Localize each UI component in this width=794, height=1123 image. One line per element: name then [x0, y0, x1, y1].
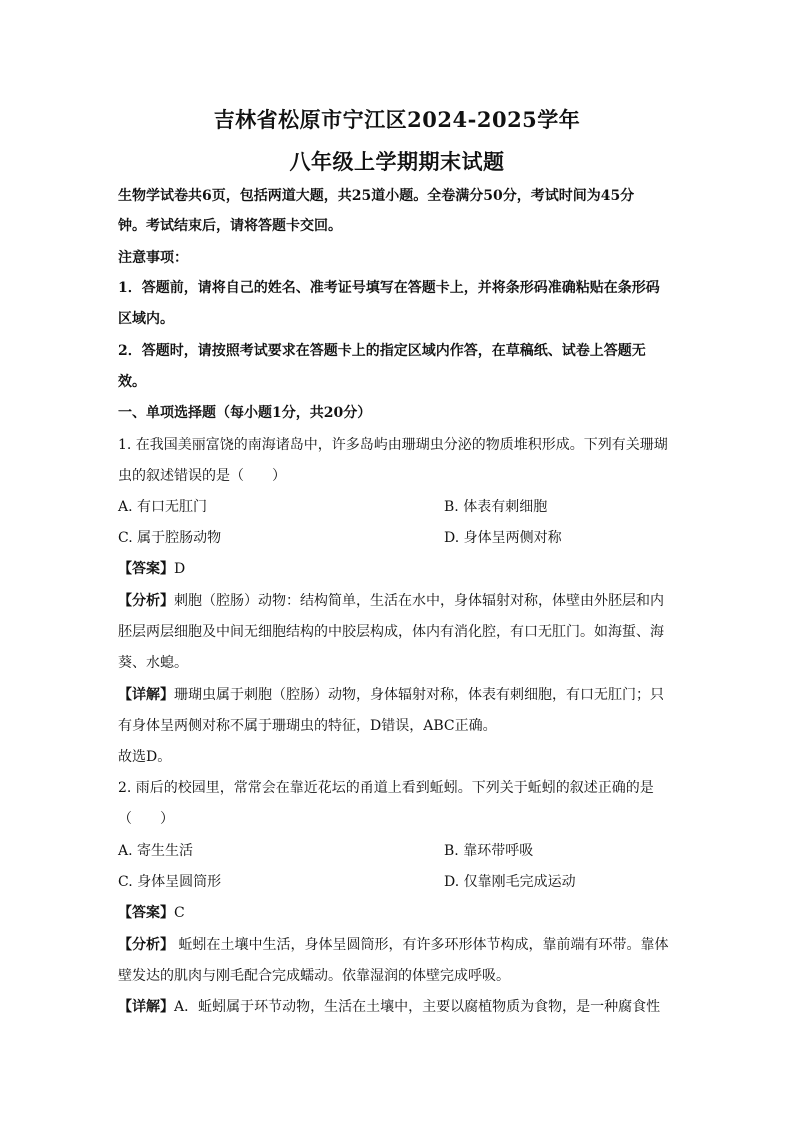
question-1-analysis-line-3: 葵、水螅。	[118, 655, 188, 671]
notice-item-1-line-1: 1．答题前，请将自己的姓名、准考证号填写在答题卡上，并将条形码准确粘贴在条形码	[118, 280, 660, 296]
intro-line-1: 生物学试卷共6页，包括两道大题，共25道小题。全卷满分50分，考试时间为45分	[118, 188, 635, 204]
question-1-stem-line-2: 虫的叙述错误的是（ ）	[118, 468, 286, 484]
answer-value: D	[174, 561, 186, 577]
question-2-option-d: D. 仅靠刚毛完成运动	[444, 874, 576, 890]
question-2-option-b: B. 靠环带呼吸	[444, 843, 534, 859]
question-1-options-row-1	[118, 497, 678, 517]
question-2-detail-line-1	[118, 997, 660, 1017]
notice-item-1-line-2: 区域内。	[118, 311, 174, 327]
notice-item-2-line-2: 效。	[118, 374, 146, 390]
question-2-answer	[118, 903, 185, 923]
page-subtitle: 八年级上学期期末试题	[289, 149, 505, 174]
analysis-tag: 【分析】	[118, 593, 174, 609]
answer-tag: 【答案】	[118, 905, 174, 921]
question-2-analysis-line-1	[118, 935, 668, 955]
detail-text: 珊瑚虫属于刺胞（腔肠）动物，身体辐射对称，体表有刺细胞，有口无肛门；只	[174, 687, 664, 703]
question-1-analysis-line-1	[118, 591, 664, 611]
intro-line-2: 钟。考试结束后，请将答题卡交回。	[118, 218, 342, 234]
question-1-conclusion: 故选D。	[118, 749, 172, 765]
detail-text: A．蚯蚓属于环节动物，生活在土壤中，主要以腐植物质为食物，是一种腐食性	[174, 999, 661, 1015]
question-1-option-a: A. 有口无肛门	[118, 499, 208, 515]
notice-item-2-line-1: 2．答题时，请按照考试要求在答题卡上的指定区域内作答，在草稿纸、试卷上答题无	[118, 343, 646, 359]
question-2-stem-line-1: 2. 雨后的校园里，常常会在靠近花坛的甬道上看到蚯蚓。下列关于蚯蚓的叙述正确的是	[118, 780, 654, 796]
answer-value: C	[174, 905, 185, 921]
question-1-analysis-line-2: 胚层两层细胞及中间无细胞结构的中胶层构成，体内有消化腔，有口无肛门。如海蜇、海	[118, 624, 664, 640]
question-1-answer	[118, 559, 185, 579]
analysis-text: 刺胞（腔肠）动物：结构简单，生活在水中，身体辐射对称，体壁由外胚层和内	[174, 593, 664, 609]
question-1-detail-line-1	[118, 685, 664, 705]
question-1-option-b: B. 体表有刺细胞	[444, 499, 548, 515]
answer-tag: 【答案】	[118, 561, 174, 577]
question-1-option-c: C. 属于腔肠动物	[118, 530, 222, 546]
question-1-stem-line-1: 1. 在我国美丽富饶的南海诸岛中，许多岛屿由珊瑚虫分泌的物质堆积形成。下列有关珊瑚	[118, 437, 668, 453]
question-2-stem-line-2: （ ）	[118, 811, 174, 827]
question-1-detail-line-2: 有身体呈两侧对称不属于珊瑚虫的特征，D错误，ABC正确。	[118, 718, 497, 734]
question-2-options-row-2	[118, 872, 678, 892]
question-1-options-row-2	[118, 528, 678, 548]
analysis-tag: 【分析】	[118, 937, 174, 953]
question-2-option-c: C. 身体呈圆筒形	[118, 874, 222, 890]
question-2-option-a: A. 寄生生活	[118, 843, 194, 859]
question-1-option-d: D. 身体呈两侧对称	[444, 530, 562, 546]
page-title: 吉林省松原市宁江区2024-2025学年	[213, 107, 581, 132]
notice-heading: 注意事项：	[118, 250, 188, 266]
question-2-analysis-line-2: 壁发达的肌肉与刚毛配合完成蠕动。依靠湿润的体壁完成呼吸。	[118, 968, 510, 984]
detail-tag: 【详解】	[118, 999, 174, 1015]
detail-tag: 【详解】	[118, 687, 174, 703]
question-2-options-row-1	[118, 841, 678, 861]
section-heading: 一、单项选择题（每小题1分，共20分）	[118, 405, 372, 421]
analysis-text: 蚯蚓在土壤中生活，身体呈圆筒形，有许多环形体节构成，靠前端有环带。靠体	[174, 937, 669, 953]
